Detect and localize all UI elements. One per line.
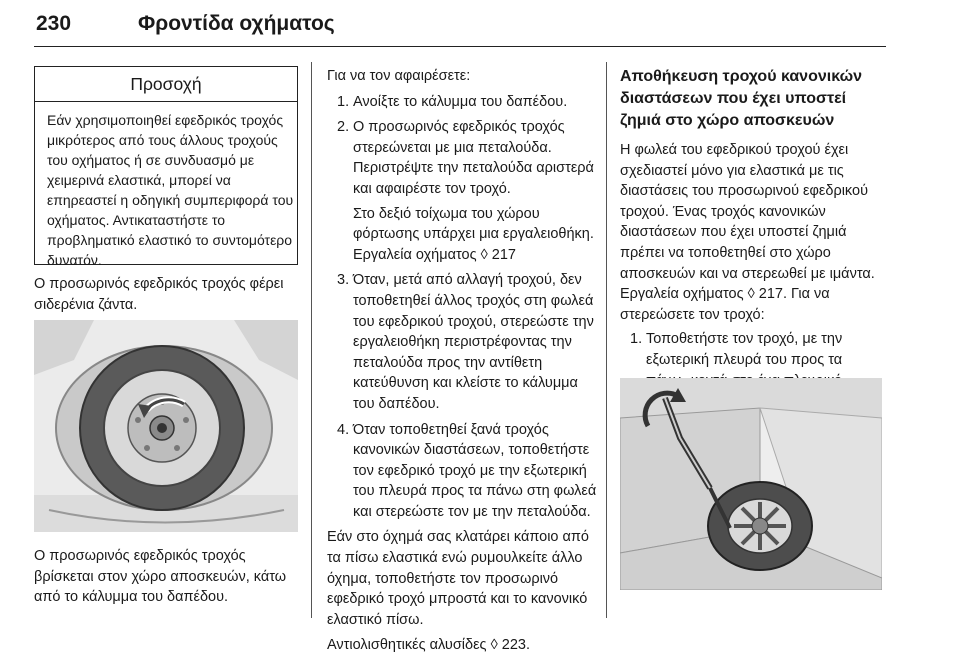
- page-title: Φροντίδα οχήματος: [138, 12, 335, 35]
- rear-tyre-puncture-text: Εάν στο όχημά σας κλατάρει κάποιο από τα πίσω ελαστικά ενώ ρυμουλκείτε άλλο όχημα, τοποθετήστε τον προσωρινό εφεδρικό τροχό μπροστά και το κανονικό ελαστικό πίσω.: [327, 529, 589, 628]
- column-divider: [606, 62, 607, 618]
- removal-step: [327, 117, 597, 265]
- wheel-strapped-in-boot-illustration: [620, 378, 882, 590]
- section-heading: Αποθήκευση τροχού κανονικών διαστάσεων που έχει υποστεί ζημιά στο χώρο αποσκευών: [620, 68, 862, 129]
- damaged-wheel-text: Η φωλεά του εφεδρικού τροχού έχει σχεδιαστεί μόνο για ελαστικά με τις διαστάσεις του προσωρινού εφεδρικού τροχού. Ένας τροχός κανονικών διαστάσεων που έχει υποστεί ζημιά πρέπει να τοποθετηθεί στο χώρο αποσκευών και να στερεωθεί με ιμάντα. Εργαλεία οχήματος ◊ 217. Για να στερεώσετε τον τροχό:: [620, 142, 875, 323]
- step-text: Όταν τοποθετηθεί ξανά τροχός κανονικών διαστάσεων, τοποθετήστε τον εφεδρικό τροχό με την εξωτερική του πλευρά προς τα πάνω στη φωλεά και στερεώστε τον με την πεταλούδα.: [353, 421, 597, 520]
- damaged-wheel-section: [620, 66, 886, 412]
- step-text: Ανοίξτε το κάλυμμα του δαπέδου.: [353, 93, 568, 110]
- removal-step: [327, 92, 597, 113]
- spare-wheel-well-drawing: [34, 320, 298, 532]
- step-text: Τοποθετήστε τον τροχό, με την εξωτερική πλευρά του προς τα: [646, 331, 843, 368]
- boot-strap-drawing: [620, 378, 882, 590]
- step-text: Ο προσωρινός εφεδρικός τροχός στερεώνεται με μια πεταλούδα. Περιστρέψτε την πεταλούδα αριστερά και αφαιρέστε τον τροχό.: [353, 119, 594, 197]
- step-number: 3.: [337, 272, 350, 289]
- step-number: 1.: [337, 93, 350, 110]
- step-number: 1.: [630, 331, 643, 348]
- caution-box: [34, 66, 298, 268]
- removal-intro: Για να τον αφαιρέσετε:: [327, 68, 471, 84]
- step-note-toolbox: Στο δεξιό τοίχωμα του χώρου φόρτωσης υπάρχει μια εργαλειοθήκη. Εργαλεία οχήματος ◊ 217: [353, 205, 594, 263]
- caution-text: Εάν χρησιμοποιηθεί εφεδρικός τροχός μικρότερος από τους άλλους τροχούς του οχήματος ή σε συνδυασμό με χειμερινά ελαστικά, μπορεί να επηρεαστεί η οδηγική συμπεριφορά του οχήματος. Αντικαταστήστε το προβληματικό ελαστικό το συντομότερο δυνατόν.: [47, 112, 294, 268]
- step-number: 4.: [337, 421, 350, 438]
- removal-section: [327, 66, 597, 656]
- caution-title: Προσοχή: [35, 67, 297, 102]
- spare-wheel-illustration: [34, 320, 298, 532]
- removal-step: [327, 420, 597, 523]
- spare-wheel-location-caption: Ο προσωρινός εφεδρικός τροχός βρίσκεται στον χώρο αποσκευών, κάτω από το κάλυμμα του δαπέδου.: [34, 548, 287, 606]
- removal-step: [327, 270, 597, 414]
- page-number: 230: [36, 12, 72, 35]
- page-header: [34, 6, 886, 47]
- step-number: 2.: [337, 119, 350, 136]
- step-text: Όταν, μετά από αλλαγή τροχού, δεν τοποθετηθεί άλλος τροχός στη φωλεά του εφεδρικού τροχού, στερεώστε την εργαλειοθήκη περιστρέφοντας την πεταλούδα προς την αντίθετη κατεύθυνση και κλείστε το κάλυμμα του δαπέδου.: [353, 272, 594, 412]
- spare-wheel-rim-text: Ο προσωρινός εφεδρικός τροχός φέρει σιδερένια ζάντα.: [34, 276, 284, 313]
- snow-chains-reference: Αντιολισθητικές αλυσίδες ◊ 223.: [327, 637, 530, 654]
- column-divider: [311, 62, 312, 618]
- removal-steps: [327, 92, 597, 523]
